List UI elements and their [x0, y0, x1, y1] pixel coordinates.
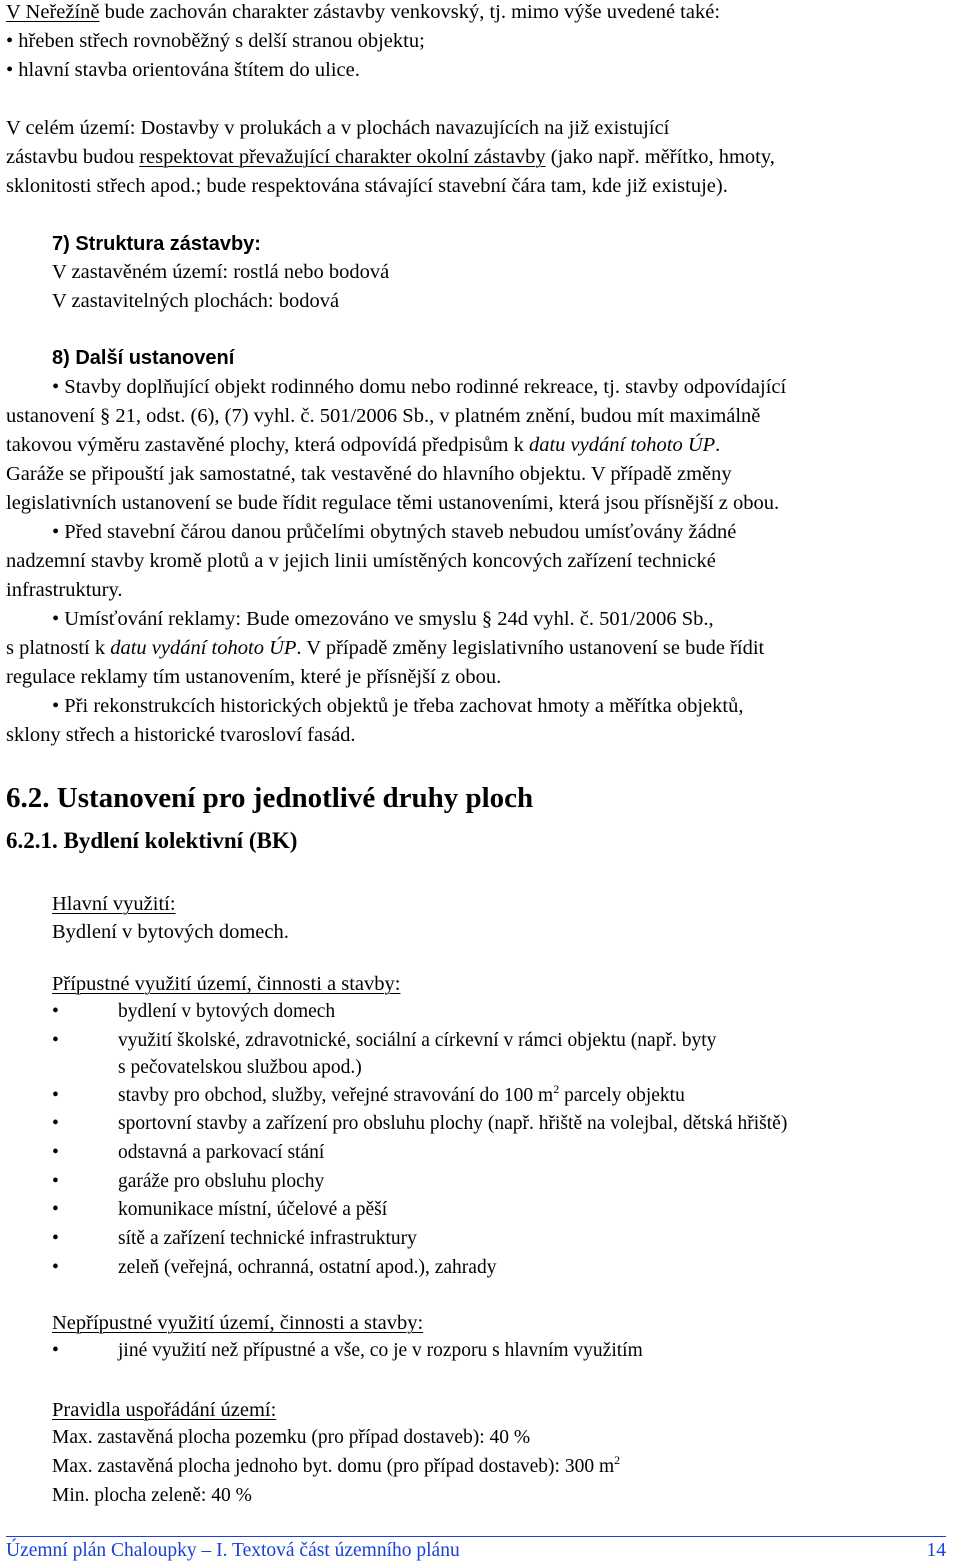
allowed-item-text: [118, 1082, 685, 1110]
whole-area-underlined: respektovat převažující charakter okolní zástavby: [139, 146, 546, 168]
whole-area-text-2: (jako např. měřítko, hmoty,: [545, 146, 775, 168]
whole-area-line-2: [6, 143, 775, 172]
section-7-heading: 7) Struktura zástavby:: [52, 233, 261, 255]
s8-text-3: . V případě změny legislativního ustanovení se bude řídit: [296, 637, 765, 659]
s8-italic: datu vydání tohoto ÚP: [528, 434, 716, 456]
rules-line-3: Min. plocha zeleně: 40 %: [52, 1485, 252, 1506]
main-use-text: Bydlení v bytových domech.: [52, 921, 289, 943]
section-8-line-11: regulace reklamy tím ustanovením, které je přísnější z obou.: [6, 666, 502, 688]
bullet: •: [52, 1340, 59, 1361]
section-8-line-6: • Před stavební čárou danou průčelími obytných staveb nebudou umísťovány žádné: [52, 521, 737, 543]
superscript: 2: [553, 1082, 560, 1096]
allowed-item-text: využití školské, zdravotnické, sociální a církevní v rámci objektu (např. byty: [118, 1030, 717, 1051]
section-7-line-1: V zastavěném území: rostlá nebo bodová: [52, 261, 390, 283]
allowed-item-text: sportovní stavby a zařízení pro obsluhu plochy (např. hřiště na volejbal, dětská hřiště): [118, 1113, 788, 1134]
forbidden-item-text: jiné využití než přípustné a vše, co je v rozporu s hlavním využitím: [118, 1340, 643, 1361]
forbidden-label: Nepřípustné využití území, činnosti a stavby:: [52, 1312, 424, 1334]
village-name: V Neřežíně: [6, 1, 100, 23]
allowed-item-text: zeleň (veřejná, ochranná, ostatní apod.), zahrady: [118, 1257, 497, 1278]
section-8-line-12: • Při rekonstrukcích historických objektů je třeba zachovat hmoty a měřítka objektů,: [52, 695, 744, 717]
allowed-label: Přípustné využití území, činnosti a stavby:: [52, 973, 401, 995]
bullet: •: [52, 1030, 59, 1051]
intro-line-1: [6, 0, 720, 27]
allowed-item-text: garáže pro obsluhu plochy: [118, 1171, 325, 1192]
bullet: •: [52, 1085, 59, 1106]
section-8-line-13: sklony střech a historické tvarosloví fasád.: [6, 724, 356, 746]
bullet: •: [52, 1199, 59, 1220]
section-8-line-3: [6, 431, 720, 460]
bullet: •: [52, 1257, 59, 1278]
allowed-item-text: odstavná a parkovací stání: [118, 1142, 325, 1163]
section-8-line-8: infrastruktury.: [6, 579, 123, 601]
main-use-label: Hlavní využití:: [52, 893, 176, 915]
s8-italic-2: datu vydání tohoto ÚP: [110, 637, 297, 659]
heading-6-2: 6.2. Ustanovení pro jednotlivé druhy ploch: [6, 782, 534, 814]
section-8-line-9: • Umísťování reklamy: Bude omezováno ve smyslu § 24d vyhl. č. 501/2006 Sb.,: [52, 608, 714, 630]
allowed-item-tail: parcely objektu: [559, 1085, 685, 1106]
page-number: 14: [926, 1540, 946, 1561]
s8-text: takovou výměru zastavěné plochy, která odpovídá předpisům k: [6, 434, 529, 456]
s8-text-2: s platností k: [6, 637, 111, 659]
section-8-line-7: nadzemní stavby kromě plotů a v jejich linii umístěných koncových zařízení technické: [6, 550, 716, 572]
whole-area-line-1: V celém území: Dostavby v prolukách a v plochách navazujících na již existující: [6, 117, 670, 139]
rules-label: Pravidla uspořádání území:: [52, 1399, 277, 1421]
intro-text: bude zachován charakter: [99, 1, 314, 23]
intro-line-3: • hlavní stavba orientována štítem do ulice.: [6, 59, 360, 81]
section-8-line-5: legislativních ustanovení se bude řídit regulace těmi ustanoveními, která jsou přísnější z obou.: [6, 492, 780, 514]
intro-line-2: • hřeben střech rovnoběžný s delší stranou objektu;: [6, 30, 425, 52]
bullet: •: [52, 1142, 59, 1163]
allowed-item-text: bydlení v bytových domech: [118, 1001, 336, 1022]
section-7-line-2: V zastavitelných plochách: bodová: [52, 290, 340, 312]
whole-area-text: zástavbu budou: [6, 146, 140, 168]
allowed-item-main: stavby pro obchod, služby, veřejné stravování do 100 m: [118, 1085, 554, 1106]
section-8-heading: 8) Další ustanovení: [52, 347, 235, 369]
rules-line-2-text: Max. zastavěná plocha jednoho byt. domu (pro případ dostaveb): 300 m: [52, 1456, 615, 1477]
heading-6-2-1: 6.2.1. Bydlení kolektivní (BK): [6, 828, 298, 853]
bullet: •: [52, 1171, 59, 1192]
allowed-item-text: komunikace místní, účelové a pěší: [118, 1199, 388, 1220]
page-footer: [6, 1536, 946, 1565]
section-8-line-4: Garáže se připouští jak samostatné, tak vestavěné do hlavního objektu. V případě změny: [6, 463, 732, 485]
section-8-line-2: ustanovení § 21, odst. (6), (7) vyhl. č. 501/2006 Sb., v platném znění, budou mít maximálně: [6, 405, 761, 427]
allowed-item-text: s pečovatelskou službou apod.): [118, 1057, 362, 1078]
whole-area-line-3: sklonitosti střech apod.; bude respektována stávající stavební čára tam, kde již existuje).: [6, 175, 728, 197]
section-8-line-10: [6, 634, 764, 663]
allowed-item-text: sítě a zařízení technické infrastruktury: [118, 1228, 417, 1249]
intro-text-2: zástavby venkovský, tj. mimo výše uvedené také:: [313, 1, 721, 23]
rules-line-1: Max. zastavěná plocha pozemku (pro případ dostaveb): 40 %: [52, 1427, 531, 1448]
bullet: •: [52, 1228, 59, 1249]
section-8-line-1: • Stavby doplňující objekt rodinného domu nebo rodinné rekreace, tj. stavby odpovídající: [52, 376, 787, 398]
bullet: •: [52, 1113, 59, 1134]
bullet: •: [52, 1001, 59, 1022]
footer-title: Územní plán Chaloupky – I. Textová část územního plánu: [6, 1540, 460, 1561]
superscript: 2: [614, 1453, 621, 1467]
s8-period: .: [715, 434, 721, 456]
rules-line-2: [52, 1453, 620, 1481]
